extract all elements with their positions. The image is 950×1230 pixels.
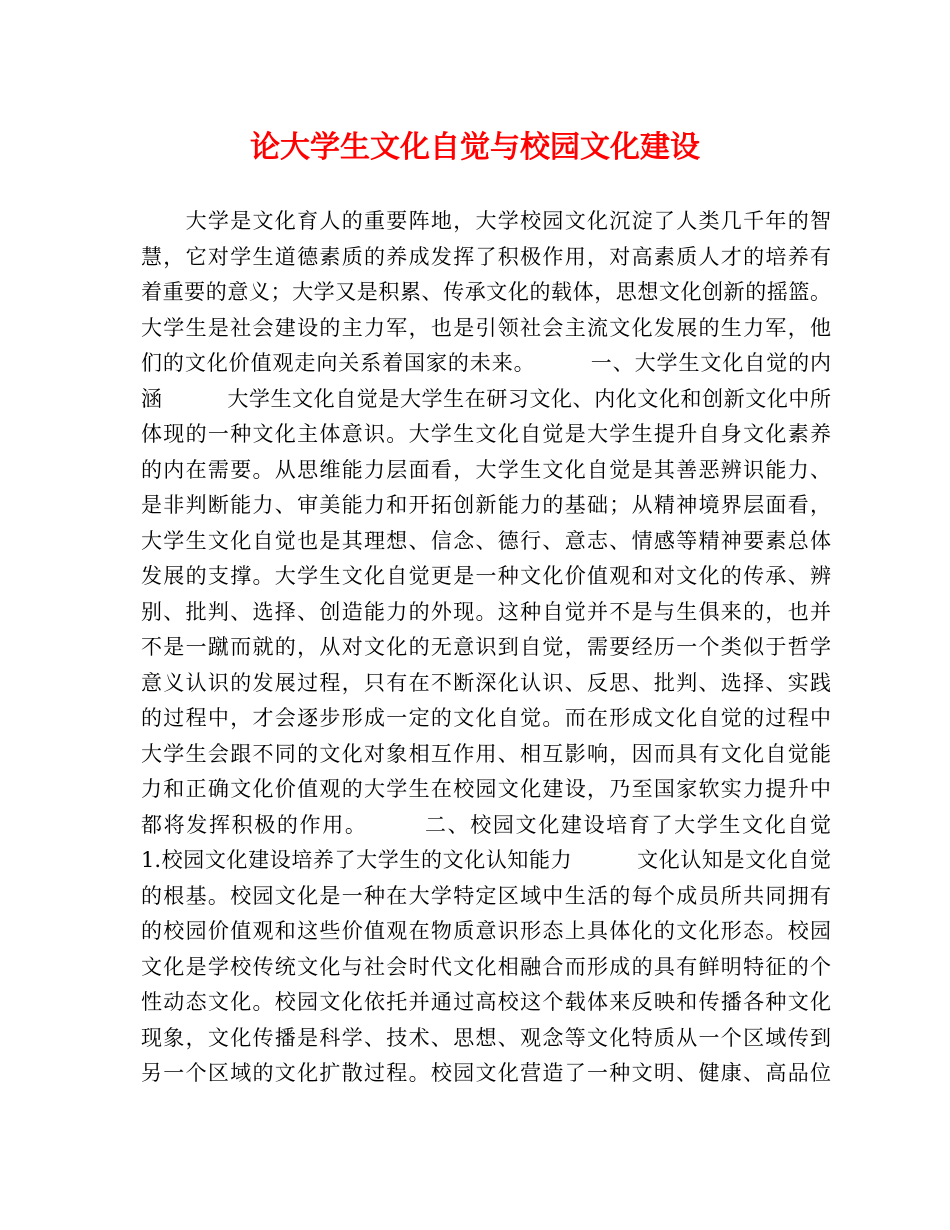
body-line: 大学生是社会建设的主力军，也是引领社会主流文化发展的生力军，他 [141,315,831,340]
body-line: 大学生文化自觉也是其理想、信念、德行、意志、情感等精神要素总体 [141,528,831,553]
body-line: 的校园价值观和这些价值观在物质意识形态上具体化的文化形态。校园 [141,919,831,943]
body-line: 都将发挥积极的作用。 二、校园文化建设培育了大学生文化自觉 [141,812,831,837]
body-line: 另一个区域的文化扩散过程。校园文化营造了一种文明、健康、高品位 [141,1061,831,1085]
body-line: 大学生会跟不同的文化对象相互作用、相互影响，因而具有文化自觉能 [141,741,831,766]
body-line: 不是一蹴而就的，从对文化的无意识到自觉，需要经历一个类似于哲学 [141,635,831,659]
body-line: 的过程中，才会逐步形成一定的文化自觉。而在形成文化自觉的过程中 [141,706,831,730]
body-line: 力和正确文化价值观的大学生在校园文化建设，乃至国家软实力提升中 [141,777,831,801]
body-line: 们的文化价值观走向关系着国家的未来。 一、大学生文化自觉的内 [141,351,831,375]
body-line: 文化是学校传统文化与社会时代文化相融合而形成的具有鲜明特征的个 [141,954,831,979]
body-line: 慧，它对学生道德素质的养成发挥了积极作用，对高素质人才的培养有 [141,244,831,269]
document-body [141,204,831,1092]
body-line: 的根基。校园文化是一种在大学特定区域中生活的每个成员所共同拥有 [141,883,831,908]
body-line: 发展的支撑。大学生文化自觉更是一种文化价值观和对文化的传承、辨 [141,564,831,588]
body-line: 涵 大学生文化自觉是大学生在研习文化、内化文化和创新文化中所 [141,386,831,411]
body-line: 性动态文化。校园文化依托并通过高校这个载体来反映和传播各种文化 [141,990,831,1014]
body-line: 着重要的意义；大学又是积累、传承文化的载体，思想文化创新的摇篮。 [141,280,831,304]
body-line: 别、批判、选择、创造能力的外现。这种自觉并不是与生俱来的，也并 [141,599,831,624]
body-line: 体现的一种文化主体意识。大学生文化自觉是大学生提升自身文化素养 [141,422,831,446]
document-title: 论大学生文化自觉与校园文化建设 [250,130,700,165]
body-line: 1.校园文化建设培养了大学生的文化认知能力 文化认知是文化自觉 [141,848,831,872]
body-line: 大学是文化育人的重要阵地，大学校园文化沉淀了人类几千年的智 [141,209,831,233]
body-line: 现象，文化传播是科学、技术、思想、观念等文化特质从一个区域传到 [141,1025,831,1050]
body-line: 的内在需要。从思维能力层面看，大学生文化自觉是其善恶辨识能力、 [141,457,831,482]
body-line: 是非判断能力、审美能力和开拓创新能力的基础；从精神境界层面看， [141,493,831,517]
body-line: 意义认识的发展过程，只有在不断深化认识、反思、批判、选择、实践 [141,670,831,695]
